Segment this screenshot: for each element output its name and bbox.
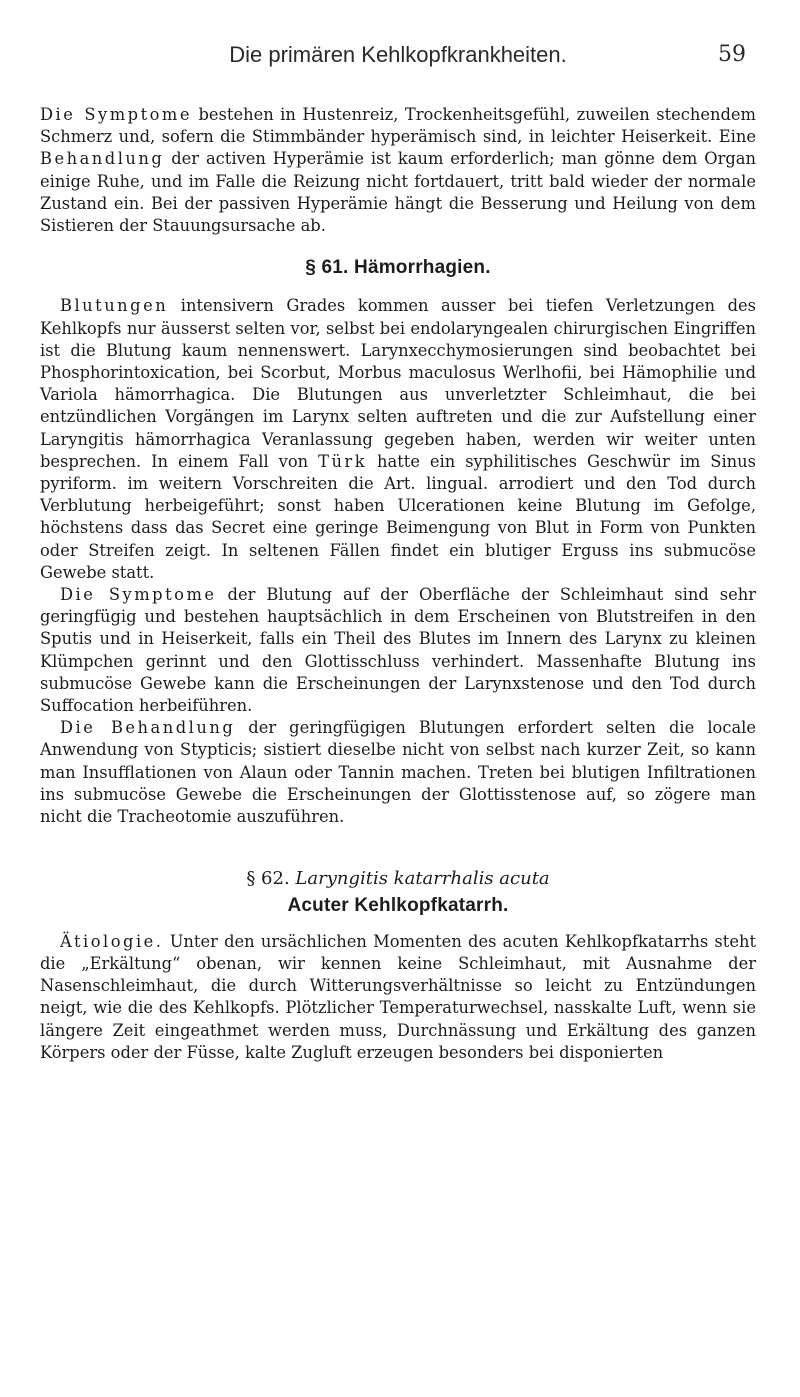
body-text — [40, 104, 756, 1064]
section-62-heading: Acuter Kehlkopfkatarrh. — [287, 894, 509, 916]
term-blutungen: Blutungen — [60, 296, 169, 316]
paragraph-text: der Blutung auf der Oberfläche der Schleimhaut sind sehr geringfügig und bestehen hauptsächlich in dem Erscheinen von Blutstreifen in den Sputis und in Heiserkeit, falls ein Theil des Blutes im Innern des Larynx zu kleinen Klümpchen gerinnt und den Glottisschluss verhindert. Massenhafte Blutung ins submucöse Gewebe kann die Erscheinungen der Larynxstenose und den Tod durch Suffocation herbeiführen. — [40, 585, 757, 716]
running-head — [40, 42, 756, 72]
section-62-subtitle — [40, 868, 756, 890]
paragraph-bleeding-treatment — [40, 717, 756, 828]
paragraph-bleeding-symptoms — [40, 584, 756, 717]
paragraph-hemorrhage — [40, 295, 756, 584]
term-behandlung: Behandlung — [40, 149, 165, 169]
term-symptome: Die Symptome — [40, 105, 193, 124]
running-title: Die primären Kehlkopfkrankheiten. — [229, 42, 567, 67]
paragraph-text: bestehen in Hustenreiz, Trockenheitsgefühl, zuweilen stechendem Schmerz und, sofern die Stimmbänder hyperämisch sind, in leichter Heiserkeit. Eine — [40, 105, 756, 147]
term-aetiologie: Ätiologie. — [60, 931, 164, 951]
paragraph-text: Unter den ursächlichen Momenten des acuten Kehlkopfkatarrhs steht die „Erkältung“ obenan, wir kennen keine Schleimhaut, mit Ausnahme der Nasenschleimhaut, die durch Witterungsverhältnisse so leicht zu Entzündungen neigt, wie die des Kehlkopfs. Plötzlicher Temperaturwechsel, nasskalte Luft, wenn sie längere Zeit eingeathmet werden muss, Durchnässung und Erkältung des ganzen Körpers oder der Füsse, kalte Zugluft erzeugen besonders bei disponierten — [40, 931, 756, 1062]
paragraph-text: der activen Hyperämie ist kaum erforderlich; man gönne dem Organ einige Ruhe, und im Falle die Reizung nicht fortdauert, tritt bald wieder der normale Zustand ein. Bei der passiven Hyperämie hängt die Besserung und Heilung von dem Sistieren der Stauungsursache ab. — [40, 149, 756, 236]
section-61-heading: § 61. Hämorrhagien. — [305, 257, 491, 279]
paragraph-etiology — [40, 931, 756, 1064]
term-symptome: Die Symptome — [60, 585, 217, 605]
section-62-latin-title: Laryngitis katarrhalis acuta — [295, 868, 550, 890]
paragraph-text: hatte ein syphilitisches Geschwür im Sinus pyriform. im weitern Vorschreiten die Art. lingual. arrodiert und den Tod durch Verblutung herbeigeführt; sonst haben Ulcerationen keine Blutung im Gefolge, höchstens dass das Secret eine geringe Beimengung von Blut in Form von Punkten oder Streifen zeigt. In seltenen Fällen findet ein blutiger Erguss ins submucöse Gewebe statt. — [40, 451, 756, 582]
paragraph-symptoms-hyperemia — [40, 104, 756, 237]
paragraph-text: der geringfügigen Blutungen erfordert selten die locale Anwendung von Stypticis; sistiert dieselbe nicht von selbst nach kurzer Zeit, so kann man Insufflationen von Alaun oder Tannin machen. Treten bei blutigen Infiltrationen ins submucöse Gewebe die Erscheinungen der Glottisstenose auf, so zögere man nicht die Tracheotomie auszuführen. — [40, 718, 756, 827]
paragraph-text: intensivern Grades kommen ausser bei tiefen Verletzungen des Kehlkopfs nur äusserst selten vor, selbst bei endolaryngealen chirurgischen Eingriffen ist die Blutung kaum nennenswert. Larynxecchymosierungen sind beobachtet bei Phosphorintoxication, bei Scorbut, Morbus maculosus Werlhofii, bei Hämophilie und Variola hämorrhagica. Die Blutungen aus unverletzter Schleimhaut, die bei entzündlichen Vorgängen im Larynx selten auftreten und die zur Aufstellung einer Laryngitis hämorrhagica Veranlassung gegeben haben, werden wir weiter unten besprechen. In einem Fall von — [40, 296, 756, 471]
page-number: 59 — [718, 42, 746, 67]
section-62-number: § 62. — [246, 868, 290, 890]
author-tuerk: Türk — [318, 451, 368, 471]
term-behandlung: Die Behandlung — [60, 718, 236, 738]
book-page — [40, 0, 756, 1397]
